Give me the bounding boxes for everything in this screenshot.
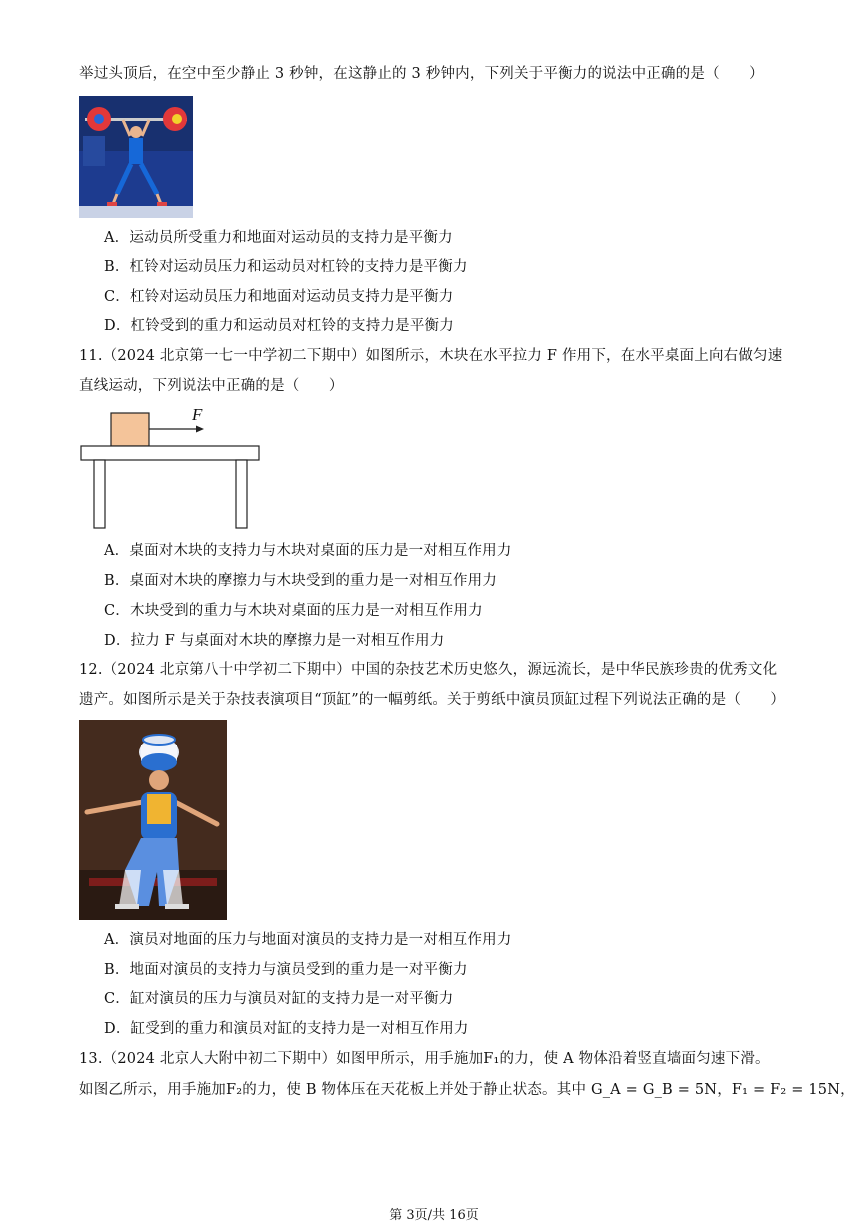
table-block-diagram [78,404,264,532]
q10-option-a: A．运动员所受重力和地面对运动员的支持力是平衡力 [104,230,453,246]
acrobat-photo [79,720,227,920]
q11-stem-line2: 直线运动，下列说法中正确的是（ ） [79,378,344,394]
q12-option-b: B．地面对演员的支持力与演员受到的重力是一对平衡力 [104,962,468,978]
q12-option-d: D．缸受到的重力和演员对缸的支持力是一对相互作用力 [104,1021,469,1037]
table-top [81,446,259,460]
table-leg-left [94,460,105,528]
q10-stem-line1: 举过头顶后，在空中至少静止 3 秒钟，在这静止的 3 秒钟内，下列关于平衡力的说法中正确的是（ ） [79,66,764,82]
weightlifter-photo [79,96,193,218]
force-label: F [192,405,203,424]
q10-option-b: B．杠铃对运动员压力和运动员对杠铃的支持力是平衡力 [104,259,468,275]
q12-option-a: A．演员对地面的压力与地面对演员的支持力是一对相互作用力 [104,932,512,948]
q12-option-c: C．缸对演员的压力与演员对缸的支持力是一对平衡力 [104,991,454,1007]
q11-option-a: A．桌面对木块的支持力与木块对桌面的压力是一对相互作用力 [104,543,512,559]
q13-stem-line2: 如图乙所示，用手施加F₂的力，使 B 物体压在天花板上并处于静止状态。其中 G_A = G_B = 5N，F₁ = F₂ = 15N， [79,1082,855,1098]
wooden-block [111,413,149,446]
acrobat-illustration [79,720,227,920]
table-leg-right [236,460,247,528]
q11-option-d: D．拉力 F 与桌面对木块的摩擦力是一对相互作用力 [104,633,445,649]
q13-stem-line1: 13.（2024 北京人大附中初二下期中）如图甲所示，用手施加F₁的力，使 A 物体沿着竖直墙面匀速下滑。 [79,1051,770,1067]
table-block-figure [78,404,264,532]
q11-stem-line1: 11.（2024 北京第一七一中学初二下期中）如图所示，木块在水平拉力 F 作用下，在水平桌面上向右做匀速 [79,348,783,364]
q11-option-c: C．木块受到的重力与木块对桌面的压力是一对相互作用力 [104,603,483,619]
q12-stem-line2: 遗产。如图所示是关于杂技表演项目“顶缸”的一幅剪纸。关于剪纸中演员顶缸过程下列说法正确的是（ ） [79,692,786,708]
q10-option-c: C．杠铃对运动员压力和地面对运动员支持力是平衡力 [104,289,454,305]
q11-option-b: B．桌面对木块的摩擦力与木块受到的重力是一对相互作用力 [104,573,498,589]
q10-option-d: D．杠铃受到的重力和运动员对杠铃的支持力是平衡力 [104,318,454,334]
weightlifter-illustration [79,96,193,218]
q12-stem-line1: 12.（2024 北京第八十中学初二下期中）中国的杂技艺术历史悠久，源远流长，是中华民族珍贵的优秀文化 [79,662,778,678]
page-footer: 第 3页/共 16页 [389,1208,479,1223]
